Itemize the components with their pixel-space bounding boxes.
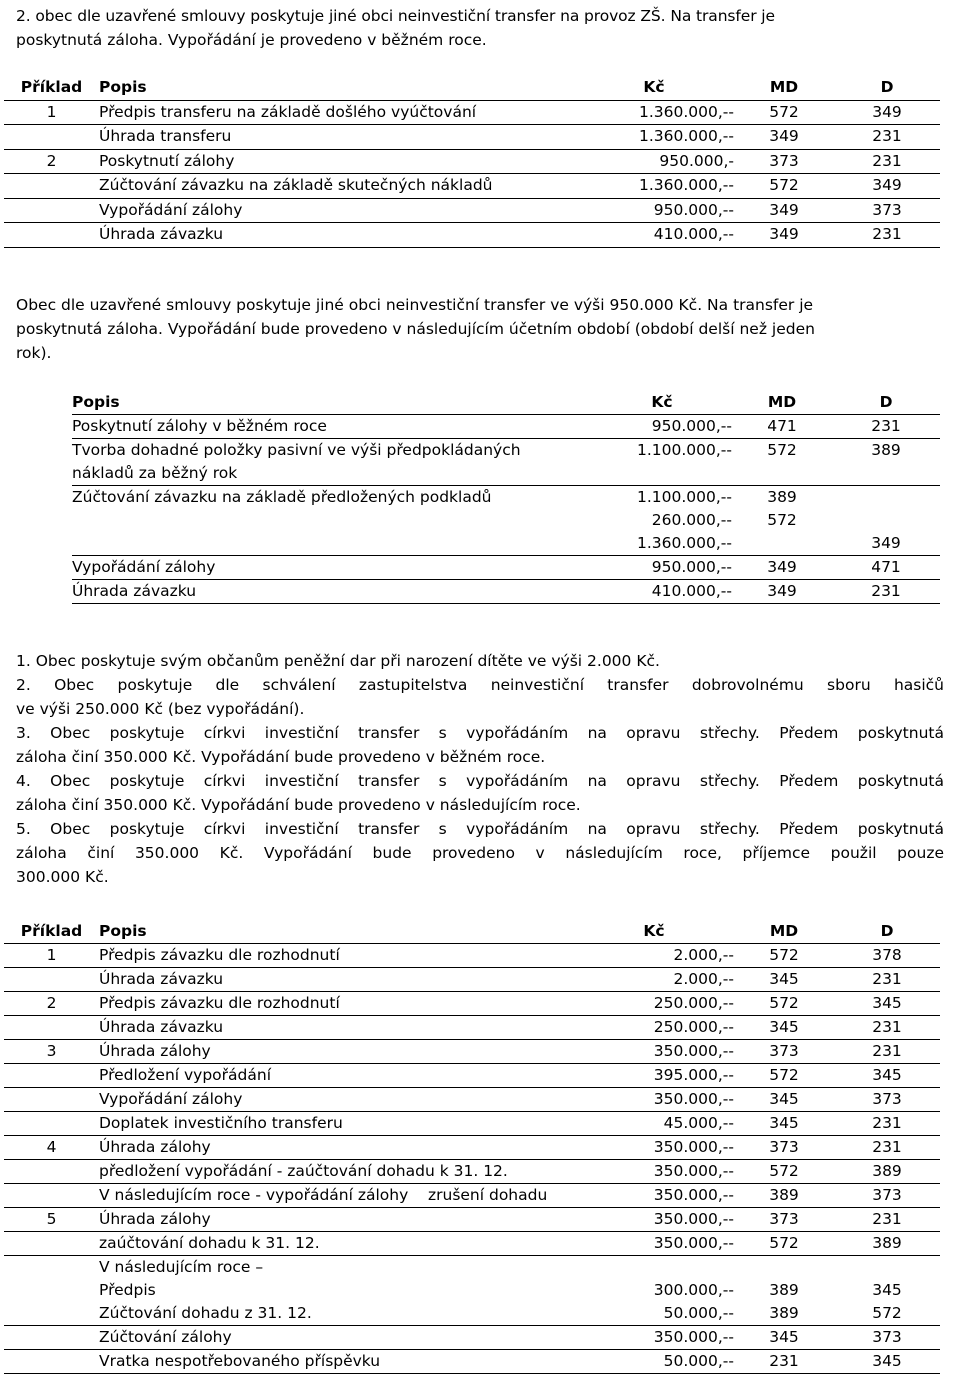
cell-d-line: 389	[871, 441, 901, 459]
cell-md: 572	[734, 100, 834, 125]
table-row	[4, 1232, 940, 1256]
cell-kc	[574, 1040, 734, 1064]
table-transfer-next-period	[72, 391, 940, 604]
cell-d-line: 231	[871, 582, 901, 600]
example-line: záloha činí 350.000 Kč. Vypořádání bude provedeno v následujícím roce, příjemce použil pouze	[16, 844, 944, 862]
cell-d	[832, 556, 940, 580]
cell-popis	[99, 992, 574, 1016]
cell-d	[834, 1088, 940, 1112]
table-row	[4, 944, 940, 968]
header-popis: Popis	[99, 920, 574, 944]
cell-md	[732, 439, 832, 486]
cell-d-line: 231	[871, 417, 901, 435]
cell-kc	[574, 1232, 734, 1256]
cell-md-line	[734, 1256, 834, 1279]
cell-d-line: 572	[872, 1304, 902, 1322]
cell-priklad	[4, 1016, 99, 1040]
header-md: MD	[734, 920, 834, 944]
example-line: 300.000 Kč.	[16, 868, 109, 886]
cell-md	[734, 1064, 834, 1088]
table-header-row	[72, 391, 940, 415]
cell-popis-line: Zúčtování zálohy	[99, 1328, 232, 1346]
cell-md: 349	[734, 198, 834, 223]
cell-d	[834, 1064, 940, 1088]
cell-popis-line: Zúčtování dohadu z 31. 12.	[99, 1304, 312, 1322]
cell-kc-line: 45.000,--	[663, 1114, 734, 1132]
cell-md-line: 345	[769, 1018, 799, 1036]
cell-priklad	[4, 198, 99, 223]
cell-kc-line: 2.000,--	[673, 970, 734, 988]
cell-popis-line: V následujícím roce - vypořádání zálohy zrušení dohadu	[99, 1186, 548, 1204]
cell-kc-line: 1.100.000,--	[637, 488, 732, 506]
table-row	[4, 1160, 940, 1184]
cell-priklad	[4, 1064, 99, 1088]
table-row	[4, 223, 940, 248]
example-item	[16, 673, 944, 721]
cell-kc: 1.360.000,--	[574, 100, 734, 125]
cell-kc-line: 1.360.000,--	[637, 534, 732, 552]
cell-d-line: 231	[872, 1114, 902, 1132]
mid-line: poskytnutá záloha. Vypořádání bude provedeno v následujícím účetním období (období delší než jeden	[16, 320, 815, 338]
cell-kc-line: 350.000,--	[653, 1090, 734, 1108]
cell-popis-line: předložení vypořádání - zaúčtování dohadu k 31. 12.	[99, 1162, 508, 1180]
cell-priklad	[4, 174, 99, 199]
cell-popis-line: Tvorba dohadné položky pasivní ve výši předpokládaných	[72, 441, 521, 459]
example-line: 1. Obec poskytuje svým občanům peněžní dar při narození dítěte ve výši 2.000 Kč.	[16, 652, 660, 670]
table-header-row	[4, 76, 940, 100]
cell-md-line: 471	[767, 417, 797, 435]
cell-popis	[99, 1232, 574, 1256]
cell-kc-line: 2.000,--	[673, 946, 734, 964]
cell-popis-line: Vypořádání zálohy	[72, 558, 216, 576]
cell-popis	[72, 415, 592, 439]
table-transfer-current-year	[4, 76, 940, 248]
example-item	[16, 721, 944, 769]
cell-priklad	[4, 1256, 99, 1326]
example-line: ve výši 250.000 Kč (bez vypořádání).	[16, 700, 305, 718]
cell-kc-line: 1.100.000,--	[637, 441, 732, 459]
cell-kc-line: 350.000,--	[653, 1210, 734, 1228]
cell-popis-line: Úhrada závazku	[72, 582, 197, 600]
cell-popis-line: Úhrada závazku	[99, 1018, 224, 1036]
cell-d-line	[834, 1256, 940, 1279]
cell-kc	[574, 1208, 734, 1232]
cell-kc-line: 395.000,--	[653, 1066, 734, 1084]
cell-kc-line: 350.000,--	[653, 1328, 734, 1346]
cell-priklad	[4, 968, 99, 992]
mid-line: rok).	[16, 344, 52, 362]
cell-kc-line: 350.000,--	[653, 1234, 734, 1252]
cell-md-line: 345	[769, 1328, 799, 1346]
cell-kc-line: 350.000,--	[653, 1162, 734, 1180]
table-row	[72, 415, 940, 439]
cell-kc	[592, 556, 732, 580]
cell-kc	[592, 486, 732, 556]
header-kc: Kč	[574, 920, 734, 944]
intro-line: poskytnutá záloha. Vypořádání je provedeno v běžném roce.	[16, 31, 487, 49]
cell-kc	[574, 1350, 734, 1374]
table-row	[4, 1184, 940, 1208]
cell-d	[832, 439, 940, 486]
cell-md	[732, 580, 832, 604]
cell-md-line: 373	[769, 1042, 799, 1060]
table-row	[4, 125, 940, 150]
cell-popis: Úhrada závazku	[99, 223, 574, 248]
example-line: záloha činí 350.000 Kč. Vypořádání bude provedeno v běžném roce.	[16, 748, 546, 766]
cell-kc-line: 250.000,--	[653, 994, 734, 1012]
cell-d-line: 345	[872, 1352, 902, 1370]
cell-md	[734, 1160, 834, 1184]
table-row	[72, 556, 940, 580]
cell-priklad	[4, 1160, 99, 1184]
cell-d	[834, 992, 940, 1016]
cell-popis-line: zaúčtování dohadu k 31. 12.	[99, 1234, 320, 1252]
cell-md	[732, 415, 832, 439]
mid-line: Obec dle uzavřené smlouvy poskytuje jiné obci neinvestiční transfer ve výši 950.000 Kč. Na transfer je	[16, 296, 814, 314]
cell-kc	[592, 580, 732, 604]
cell-md: 349	[734, 223, 834, 248]
cell-popis-line: Poskytnutí zálohy v běžném roce	[72, 417, 327, 435]
cell-kc: 950.000,--	[574, 198, 734, 223]
header-priklad: Příklad	[4, 76, 99, 100]
cell-md	[734, 1232, 834, 1256]
cell-priklad	[4, 1350, 99, 1374]
cell-kc	[574, 944, 734, 968]
cell-md-line: 389	[767, 488, 797, 506]
cell-d: 231	[834, 125, 940, 150]
cell-md	[734, 1088, 834, 1112]
cell-d-line: 373	[872, 1090, 902, 1108]
cell-d-line: 471	[871, 558, 901, 576]
cell-priklad: 4	[4, 1136, 99, 1160]
header-popis: Popis	[72, 391, 592, 415]
cell-priklad: 2	[4, 992, 99, 1016]
example-line: 3. Obec poskytuje církvi investiční transfer s vypořádáním na opravu střechy. Předem poskytnutá	[16, 724, 944, 742]
cell-priklad: 1	[4, 944, 99, 968]
table-examples-solution	[4, 920, 940, 1374]
header-popis: Popis	[99, 76, 574, 100]
cell-priklad: 1	[4, 100, 99, 125]
cell-d-line: 378	[872, 946, 902, 964]
cell-d	[834, 1208, 940, 1232]
cell-md: 572	[734, 174, 834, 199]
cell-d-line: 231	[872, 1138, 902, 1156]
cell-md	[734, 968, 834, 992]
example-line: 5. Obec poskytuje církvi investiční transfer s vypořádáním na opravu střechy. Předem poskytnutá	[16, 820, 944, 838]
cell-popis	[99, 1256, 574, 1326]
cell-d	[834, 1326, 940, 1350]
cell-priklad	[4, 125, 99, 150]
cell-priklad: 5	[4, 1208, 99, 1232]
cell-d-line: 389	[872, 1234, 902, 1252]
cell-kc	[574, 1326, 734, 1350]
cell-kc: 1.360.000,--	[574, 174, 734, 199]
cell-priklad: 3	[4, 1040, 99, 1064]
intro-line: 2. obec dle uzavřené smlouvy poskytuje jiné obci neinvestiční transfer na provoz ZŠ. Na transfer je	[16, 7, 775, 25]
cell-d	[834, 944, 940, 968]
cell-priklad	[4, 1232, 99, 1256]
table-row	[4, 1136, 940, 1160]
cell-md	[732, 486, 832, 556]
example-item	[16, 649, 944, 673]
table-row	[72, 580, 940, 604]
table-row	[4, 1016, 940, 1040]
cell-popis: Úhrada transferu	[99, 125, 574, 150]
cell-kc	[574, 1136, 734, 1160]
table-row	[4, 174, 940, 199]
cell-popis	[99, 1040, 574, 1064]
cell-popis-line: Předpis	[99, 1281, 156, 1299]
table-row	[72, 486, 940, 556]
examples-list	[16, 649, 944, 889]
table-row	[72, 439, 940, 486]
table-row	[4, 968, 940, 992]
table-row	[4, 1040, 940, 1064]
cell-md-line: 349	[767, 558, 797, 576]
table-row	[4, 149, 940, 174]
cell-kc-line: 260.000,--	[651, 511, 732, 529]
header-md: MD	[734, 76, 834, 100]
cell-d-line: 345	[872, 994, 902, 1012]
cell-kc	[574, 1160, 734, 1184]
cell-md-line: 572	[769, 946, 799, 964]
cell-d	[834, 1016, 940, 1040]
cell-kc	[592, 415, 732, 439]
cell-d: 231	[834, 223, 940, 248]
cell-popis: Vypořádání zálohy	[99, 198, 574, 223]
cell-kc-line: 350.000,--	[653, 1042, 734, 1060]
cell-popis: Poskytnutí zálohy	[99, 149, 574, 174]
cell-priklad	[4, 1326, 99, 1350]
cell-d: 231	[834, 149, 940, 174]
cell-kc-line: 350.000,--	[653, 1186, 734, 1204]
header-md: MD	[732, 391, 832, 415]
cell-md-line: 389	[769, 1281, 799, 1299]
cell-md-line: 231	[769, 1352, 799, 1370]
cell-popis-line: Úhrada zálohy	[99, 1042, 211, 1060]
cell-popis-line: V následujícím roce –	[99, 1258, 264, 1276]
cell-popis	[99, 1350, 574, 1374]
cell-md	[734, 1184, 834, 1208]
cell-popis	[99, 1326, 574, 1350]
cell-kc: 1.360.000,--	[574, 125, 734, 150]
cell-md	[734, 1326, 834, 1350]
example-line: záloha činí 350.000 Kč. Vypořádání bude provedeno v následujícím roce.	[16, 796, 581, 814]
cell-priklad	[4, 1184, 99, 1208]
cell-md-line: 345	[769, 970, 799, 988]
cell-priklad: 2	[4, 149, 99, 174]
cell-d: 349	[834, 174, 940, 199]
cell-popis-line: Zúčtování závazku na základě předložených podkladů	[72, 488, 492, 506]
header-kc: Kč	[592, 391, 732, 415]
table-row	[4, 1350, 940, 1374]
cell-kc	[574, 1112, 734, 1136]
table-header-row	[4, 920, 940, 944]
table-row	[4, 1064, 940, 1088]
cell-md	[732, 556, 832, 580]
table-row	[4, 1326, 940, 1350]
cell-md-line: 572	[769, 1066, 799, 1084]
cell-md-line: 345	[769, 1090, 799, 1108]
table-row	[4, 100, 940, 125]
cell-md	[734, 1208, 834, 1232]
cell-kc-line: 50.000,--	[663, 1304, 734, 1322]
cell-d-line: 345	[872, 1281, 902, 1299]
table-row	[4, 1256, 940, 1326]
cell-kc	[574, 1016, 734, 1040]
cell-d	[834, 1160, 940, 1184]
cell-popis	[72, 580, 592, 604]
cell-kc	[592, 439, 732, 486]
intro-paragraph	[16, 4, 944, 52]
cell-md	[734, 1112, 834, 1136]
header-d: D	[834, 76, 940, 100]
cell-kc	[574, 1064, 734, 1088]
cell-d	[832, 415, 940, 439]
cell-md-line: 572	[769, 994, 799, 1012]
example-line: 2. Obec poskytuje dle schválení zastupitelstva neinvestiční transfer dobrovolnému sboru hasičů	[16, 676, 944, 694]
cell-d	[834, 1350, 940, 1374]
cell-d-line: 349	[871, 534, 901, 552]
cell-popis	[99, 1112, 574, 1136]
cell-md: 349	[734, 125, 834, 150]
cell-popis-line: Předpis závazku dle rozhodnutí	[99, 946, 340, 964]
cell-popis-line: Vypořádání zálohy	[99, 1090, 243, 1108]
cell-popis-line: Úhrada zálohy	[99, 1138, 211, 1156]
cell-md-line: 373	[769, 1210, 799, 1228]
cell-kc: 950.000,-	[574, 149, 734, 174]
cell-d	[834, 1232, 940, 1256]
cell-popis	[72, 556, 592, 580]
cell-d	[832, 486, 940, 556]
table-row	[4, 1088, 940, 1112]
cell-md-line: 389	[769, 1186, 799, 1204]
example-line: 4. Obec poskytuje církvi investiční transfer s vypořádáním na opravu střechy. Předem poskytnutá	[16, 772, 944, 790]
example-item	[16, 769, 944, 817]
cell-popis-line: Předpis závazku dle rozhodnutí	[99, 994, 340, 1012]
cell-d-line: 231	[872, 970, 902, 988]
table-row	[4, 1112, 940, 1136]
cell-popis	[72, 486, 592, 556]
header-priklad: Příklad	[4, 920, 99, 944]
cell-kc-line: 50.000,--	[663, 1352, 734, 1370]
cell-kc-line: 950.000,--	[651, 558, 732, 576]
cell-d: 349	[834, 100, 940, 125]
cell-popis	[99, 1136, 574, 1160]
header-d: D	[832, 391, 940, 415]
cell-md-line: 345	[769, 1114, 799, 1132]
cell-kc	[574, 1088, 734, 1112]
cell-priklad	[4, 223, 99, 248]
cell-md-line: 373	[769, 1138, 799, 1156]
cell-priklad	[4, 1112, 99, 1136]
cell-popis-line: nákladů za běžný rok	[72, 464, 238, 482]
example-item	[16, 817, 944, 889]
cell-d	[834, 1256, 940, 1326]
cell-kc-line	[574, 1256, 734, 1279]
cell-d-line: 231	[872, 1210, 902, 1228]
cell-popis	[99, 944, 574, 968]
cell-md	[734, 1256, 834, 1326]
cell-popis: Předpis transferu na základě došlého vyúčtování	[99, 100, 574, 125]
cell-md-line: 389	[769, 1304, 799, 1322]
cell-kc-line: 350.000,--	[653, 1138, 734, 1156]
cell-popis: Zúčtování závazku na základě skutečných nákladů	[99, 174, 574, 199]
cell-popis	[99, 1016, 574, 1040]
cell-d	[834, 1040, 940, 1064]
cell-md-line: 349	[767, 582, 797, 600]
cell-popis	[99, 1160, 574, 1184]
cell-md	[734, 944, 834, 968]
cell-kc	[574, 1256, 734, 1326]
cell-d-line: 373	[872, 1186, 902, 1204]
cell-popis-line: Doplatek investičního transferu	[99, 1114, 343, 1132]
cell-kc	[574, 968, 734, 992]
table-row	[4, 198, 940, 223]
cell-kc	[574, 1184, 734, 1208]
cell-kc	[574, 992, 734, 1016]
cell-popis	[99, 968, 574, 992]
cell-d	[834, 1112, 940, 1136]
cell-priklad	[4, 1088, 99, 1112]
cell-d-line: 345	[872, 1066, 902, 1084]
cell-d-line	[832, 509, 940, 532]
cell-md: 373	[734, 149, 834, 174]
cell-kc-line: 300.000,--	[653, 1281, 734, 1299]
cell-d	[834, 1184, 940, 1208]
cell-md	[734, 1040, 834, 1064]
cell-kc-line: 410.000,--	[651, 582, 732, 600]
cell-md	[734, 1136, 834, 1160]
cell-popis	[99, 1064, 574, 1088]
cell-popis	[99, 1184, 574, 1208]
cell-popis	[99, 1208, 574, 1232]
cell-popis-line: Vratka nespotřebovaného příspěvku	[99, 1352, 381, 1370]
cell-d	[834, 968, 940, 992]
cell-popis-line: Předložení vypořádání	[99, 1066, 272, 1084]
cell-md	[734, 992, 834, 1016]
cell-popis-line: Úhrada zálohy	[99, 1210, 211, 1228]
cell-popis	[72, 439, 592, 486]
cell-kc-line: 950.000,--	[651, 417, 732, 435]
cell-d	[834, 1136, 940, 1160]
cell-md-line: 572	[769, 1162, 799, 1180]
cell-kc: 410.000,--	[574, 223, 734, 248]
cell-md	[734, 1016, 834, 1040]
cell-d-line: 389	[872, 1162, 902, 1180]
table-row	[4, 992, 940, 1016]
table-row	[4, 1208, 940, 1232]
cell-d: 373	[834, 198, 940, 223]
cell-d-line	[832, 486, 940, 509]
cell-md	[734, 1350, 834, 1374]
header-kc: Kč	[574, 76, 734, 100]
cell-popis-line: Úhrada závazku	[99, 970, 224, 988]
cell-popis	[99, 1088, 574, 1112]
cell-md-line: 572	[767, 511, 797, 529]
header-d: D	[834, 920, 940, 944]
cell-md-line: 572	[769, 1234, 799, 1252]
cell-kc-line: 250.000,--	[653, 1018, 734, 1036]
cell-d-line: 373	[872, 1328, 902, 1346]
cell-d	[832, 580, 940, 604]
mid-paragraph	[16, 293, 944, 365]
cell-d-line: 231	[872, 1042, 902, 1060]
cell-md-line: 572	[767, 441, 797, 459]
cell-d-line: 231	[872, 1018, 902, 1036]
